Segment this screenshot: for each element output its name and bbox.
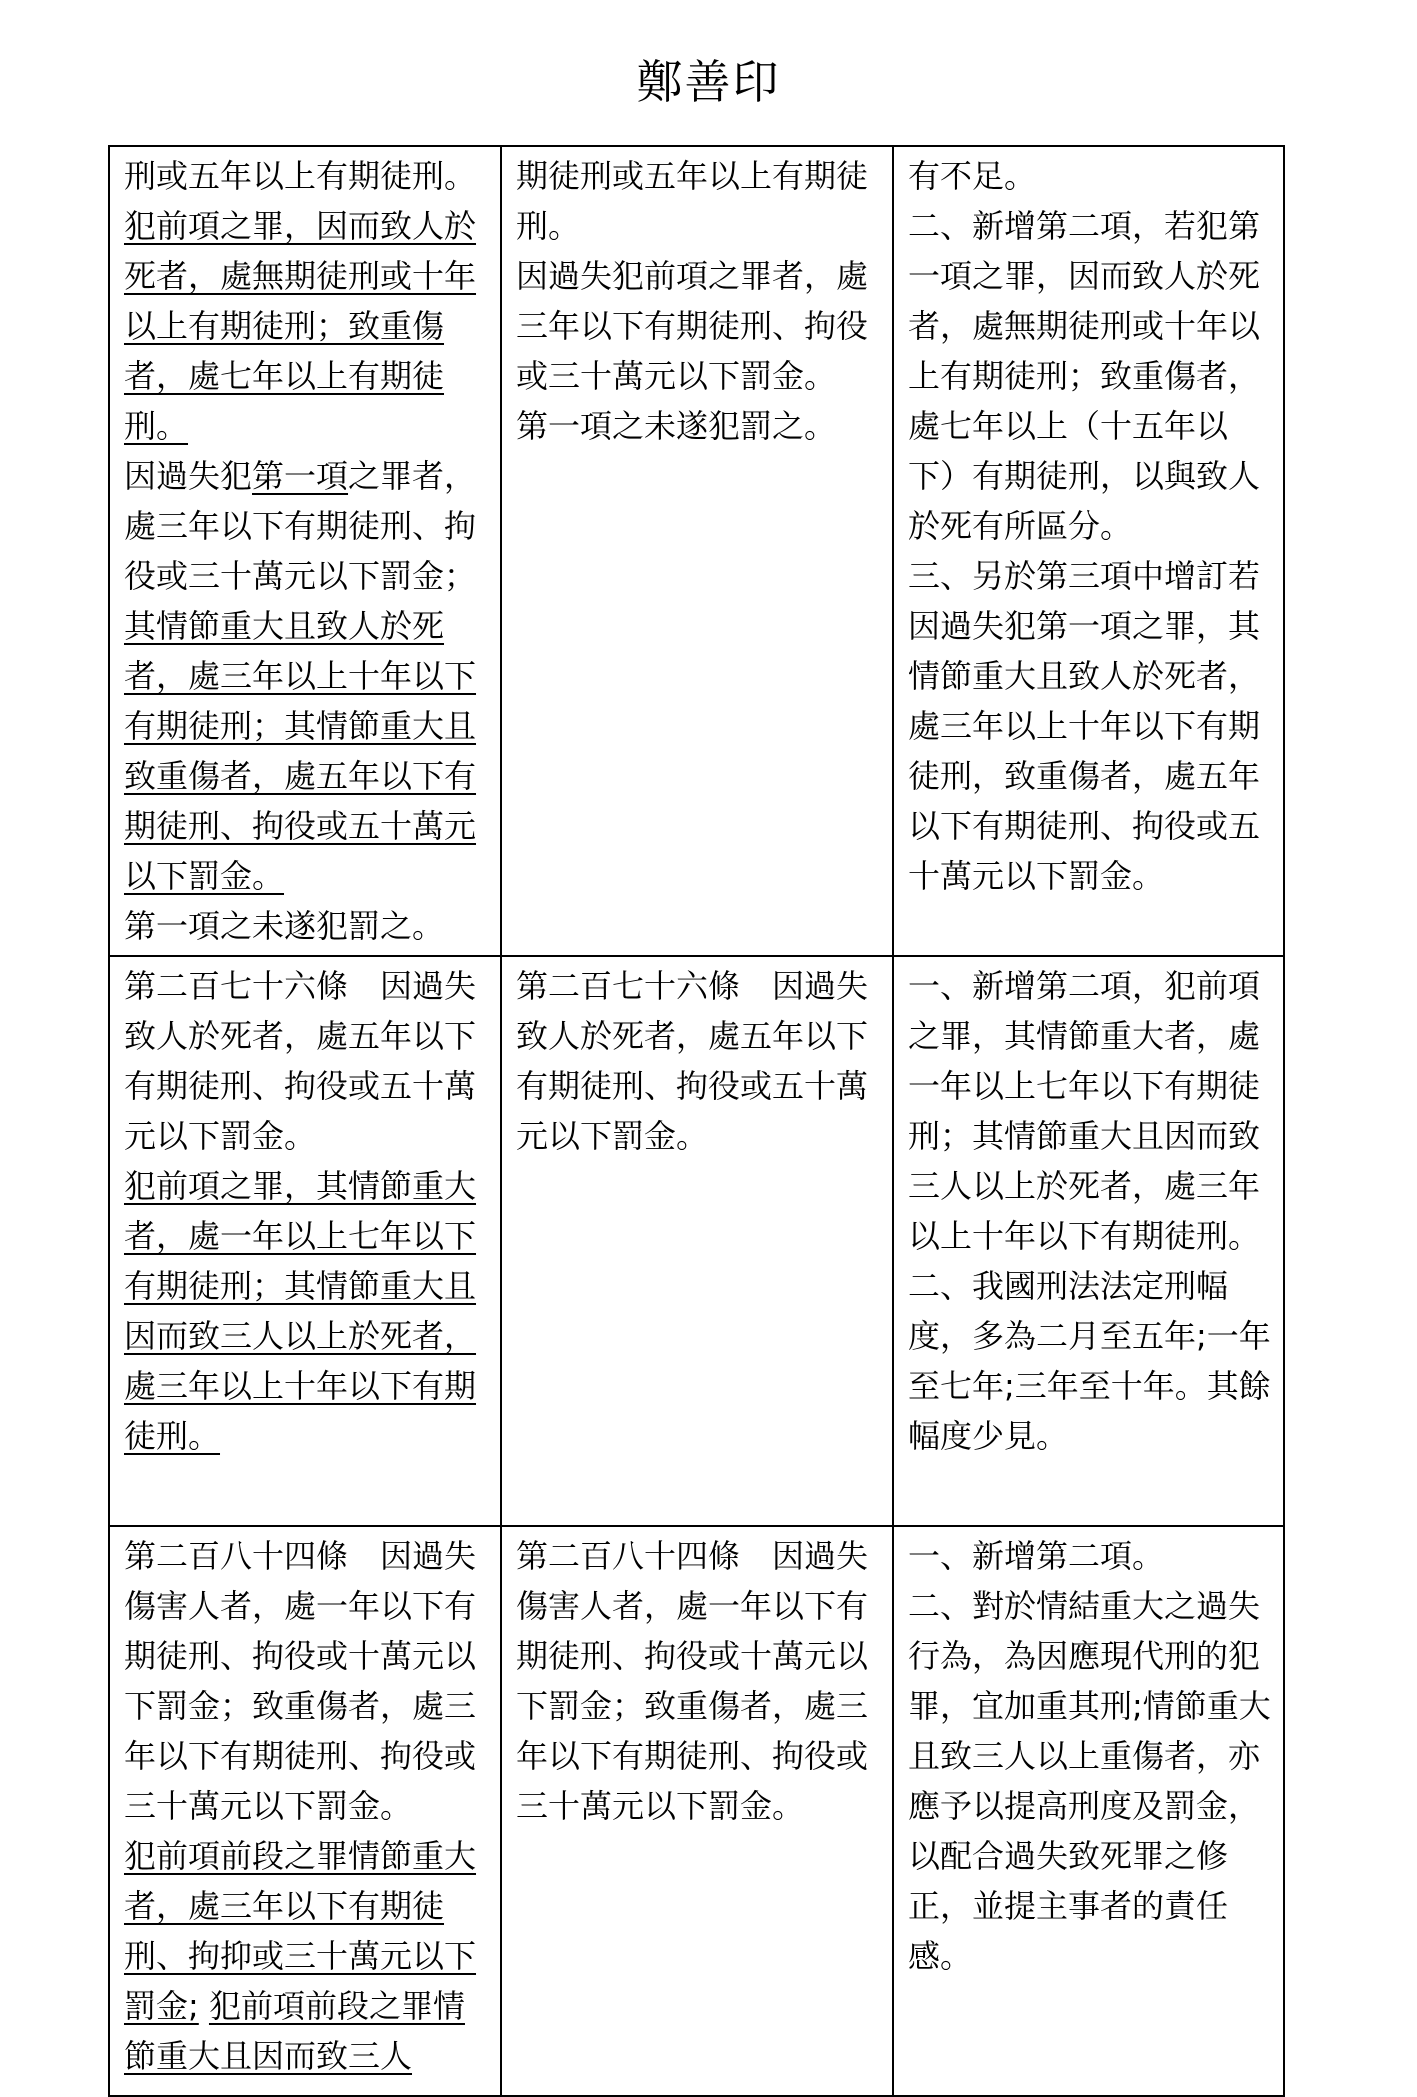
cell-paragraph bbox=[908, 961, 1273, 1261]
cell-text: 有不足。 bbox=[908, 157, 1037, 195]
cell-paragraph bbox=[908, 1261, 1273, 1461]
cell-paragraph bbox=[516, 401, 882, 451]
amended-text-cell bbox=[109, 956, 501, 1526]
cell-paragraph bbox=[124, 1161, 490, 1461]
cell-paragraph bbox=[124, 201, 490, 451]
cell-text: 第二百八十四條 因過失傷害人者，處一年以下有期徒刑、拘役或十萬元以下罰金；致重傷者，處三年以下有期徒刑、拘役或三十萬元以下罰金。 bbox=[516, 1537, 869, 1825]
underlined-text: 犯前項前段之罪情節重大者，處三年以下有期徒刑、拘抑或三十萬元以下罰金; bbox=[124, 1837, 477, 2025]
underlined-text: 第一項 bbox=[252, 457, 349, 495]
cell-text: 一、新增第二項。 bbox=[908, 1537, 1165, 1575]
cell-text: 一、新增第二項，犯前項之罪，其情節重大者，處一年以上七年以下有期徒刑；其情節重大且因而致三人以上於死者，處三年以上十年以下有期徒刑。 bbox=[908, 967, 1261, 1255]
cell-paragraph bbox=[908, 1531, 1273, 1581]
cell-paragraph bbox=[516, 251, 882, 401]
current-text-cell bbox=[501, 146, 893, 956]
underlined-text: 犯前項之罪，因而致人於死者，處無期徒刑或十年以上有期徒刑；致重傷者，處七年以上有期徒刑。 bbox=[124, 207, 477, 445]
current-text-cell bbox=[501, 956, 893, 1526]
cell-paragraph bbox=[124, 1831, 490, 2081]
cell-text: 第一項之未遂犯罰之。 bbox=[124, 907, 445, 945]
cell-text: 第二百八十四條 因過失傷害人者，處一年以下有期徒刑、拘役或十萬元以下罰金；致重傷者，處三年以下有期徒刑、拘役或三十萬元以下罰金。 bbox=[124, 1537, 477, 1825]
table-row bbox=[109, 1526, 1284, 2096]
cell-paragraph bbox=[124, 961, 490, 1161]
underlined-text: 犯前項之罪，其情節重大者，處一年以上七年以下有期徒刑；其情節重大且因而致三人以上於死者，處三年以上十年以下有期徒刑。 bbox=[124, 1167, 477, 1455]
amended-text-cell bbox=[109, 1526, 501, 2096]
cell-paragraph bbox=[516, 151, 882, 251]
cell-text: 二、新增第二項，若犯第一項之罪，因而致人於死者，處無期徒刑或十年以上有期徒刑；致重傷者，處七年以上（十五年以下）有期徒刑，以與致人於死有所區分。 bbox=[908, 207, 1261, 545]
cell-paragraph bbox=[124, 151, 490, 201]
cell-text: 第二百七十六條 因過失致人於死者，處五年以下有期徒刑、拘役或五十萬元以下罰金。 bbox=[516, 967, 869, 1155]
cell-paragraph bbox=[124, 901, 490, 951]
cell-text bbox=[199, 1987, 209, 2025]
cell-text: 第二百七十六條 因過失致人於死者，處五年以下有期徒刑、拘役或五十萬元以下罰金。 bbox=[124, 967, 477, 1155]
cell-paragraph bbox=[516, 1531, 882, 1831]
cell-text: 因過失犯 bbox=[124, 457, 253, 495]
cell-paragraph bbox=[516, 961, 882, 1161]
comparison-table bbox=[108, 145, 1285, 2097]
cell-paragraph bbox=[908, 551, 1273, 901]
cell-paragraph bbox=[124, 451, 490, 901]
cell-text: 期徒刑或五年以上有期徒刑。 bbox=[516, 157, 869, 245]
cell-text: 刑或五年以上有期徒刑。 bbox=[124, 157, 477, 195]
cell-paragraph bbox=[908, 201, 1273, 551]
cell-text: 因過失犯前項之罪者，處三年以下有期徒刑、拘役或三十萬元以下罰金。 bbox=[516, 257, 869, 395]
explanation-cell bbox=[893, 1526, 1284, 2096]
current-text-cell bbox=[501, 1526, 893, 2096]
page-title: 鄭善印 bbox=[636, 55, 781, 109]
cell-paragraph bbox=[908, 151, 1273, 201]
cell-paragraph bbox=[124, 1531, 490, 1831]
explanation-cell bbox=[893, 956, 1284, 1526]
amended-text-cell bbox=[109, 146, 501, 956]
explanation-cell bbox=[893, 146, 1284, 956]
cell-text: 二、我國刑法法定刑幅度，多為二月至五年;一年至七年;三年至十年。其餘幅度少見。 bbox=[908, 1267, 1271, 1455]
underlined-text: 其情節重大且致人於死者，處三年以上十年以下有期徒刑；其情節重大且致重傷者，處五年以下有期徒刑、拘役或五十萬元以下罰金。 bbox=[124, 607, 477, 895]
cell-text: 之罪者，處三年以下有期徒刑、拘役或三十萬元以下罰金； bbox=[124, 457, 477, 595]
cell-text: 二、對於情結重大之過失行為，為因應現代刑的犯罪，宜加重其刑;情節重大且致三人以上重傷者，亦應予以提高刑度及罰金，以配合過失致死罪之修正，並提主事者的責任感。 bbox=[908, 1587, 1271, 1975]
cell-text: 三、另於第三項中增訂若因過失犯第一項之罪，其情節重大且致人於死者，處三年以上十年以下有期徒刑，致重傷者，處五年以下有期徒刑、拘役或五十萬元以下罰金。 bbox=[908, 557, 1261, 895]
table-row bbox=[109, 956, 1284, 1526]
cell-paragraph bbox=[908, 1581, 1273, 1981]
table-row bbox=[109, 146, 1284, 956]
underlined-text: 犯前項前段之罪情節重大且因而致三人 bbox=[124, 1987, 465, 2075]
cell-text: 第一項之未遂犯罰之。 bbox=[516, 407, 837, 445]
